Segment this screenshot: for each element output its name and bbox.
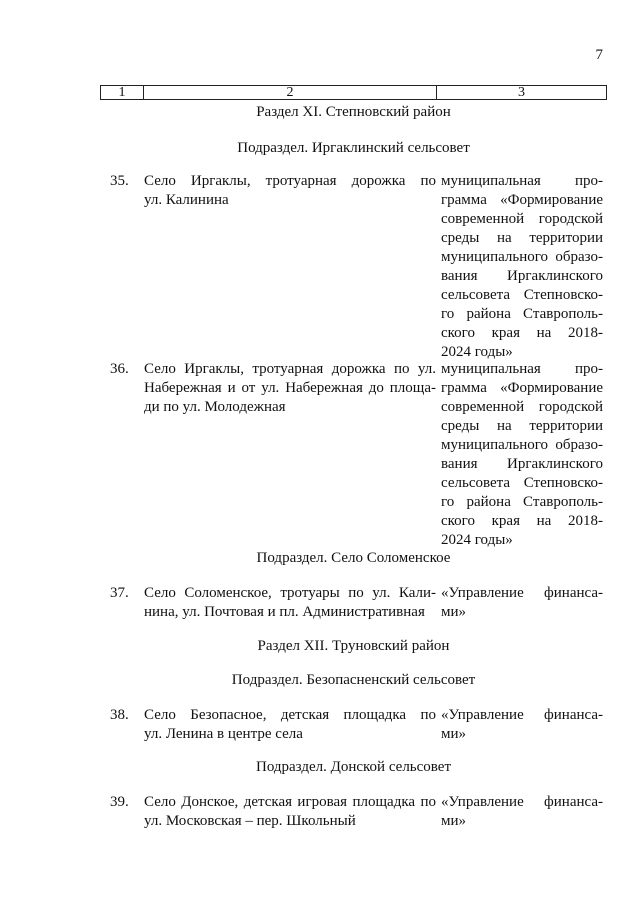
program-line: сельсовета Степновско- <box>441 475 603 491</box>
description-line: ди по ул. Молодежная <box>144 399 286 415</box>
program-line: ми» <box>441 604 467 620</box>
object-description <box>144 793 436 831</box>
object-description <box>144 584 436 622</box>
description-line: ул. Московская – пер. Школьный <box>144 813 356 829</box>
program-cell <box>441 360 603 550</box>
row-number: 37. <box>110 585 129 601</box>
column-header-row <box>100 85 607 100</box>
description-line: ул. Калинина <box>144 192 229 208</box>
program-line: вания Иргаклинского <box>441 456 603 472</box>
program-line: современной городской <box>441 211 603 227</box>
row-number: 36. <box>110 361 129 377</box>
object-description <box>144 360 436 417</box>
program-line: вания Иргаклинского <box>441 268 603 284</box>
program-cell <box>441 793 603 831</box>
program-line: муниципальная про- <box>441 361 603 377</box>
program-line: ми» <box>441 726 467 742</box>
program-line: «Управление финанса- <box>441 585 603 601</box>
object-description <box>144 172 436 210</box>
row-number: 39. <box>110 794 129 810</box>
description-line: Село Безопасное, детская площадка по <box>144 707 436 723</box>
description-line: ул. Ленина в центре села <box>144 726 303 742</box>
row-number: 35. <box>110 173 129 189</box>
subsection-heading: Подраздел. Иргаклинский сельсовет <box>237 140 470 156</box>
section-heading: Раздел XI. Степновский район <box>256 104 451 120</box>
description-line: Село Иргаклы, тротуарная дорожка по ул. <box>144 361 436 377</box>
program-cell <box>441 706 603 744</box>
program-line: «Управление финанса- <box>441 794 603 810</box>
program-line: среды на территории <box>441 418 603 434</box>
program-cell <box>441 584 603 622</box>
program-line: 2024 годы» <box>441 344 513 360</box>
program-line: ми» <box>441 813 467 829</box>
subsection-heading: Подраздел. Село Соломенское <box>256 550 451 566</box>
column-header-1: 1 <box>101 86 144 99</box>
program-line: сельсовета Степновско- <box>441 287 603 303</box>
page-number: 7 <box>595 47 603 63</box>
row-number: 38. <box>110 707 129 723</box>
program-line: современной городской <box>441 399 603 415</box>
program-line: «Управление финанса- <box>441 707 603 723</box>
description-line: нина, ул. Почтовая и пл. Административная <box>144 604 425 620</box>
program-line: муниципальная про- <box>441 173 603 189</box>
program-line: грамма «Формирование <box>441 380 603 396</box>
program-line: 2024 годы» <box>441 532 513 548</box>
program-line: ского края на 2018- <box>441 325 603 341</box>
object-description <box>144 706 436 744</box>
description-line: Село Соломенское, тротуары по ул. Кали- <box>144 585 436 601</box>
program-line: ского края на 2018- <box>441 513 603 529</box>
subsection-heading: Подраздел. Безопасненский сельсовет <box>231 672 476 688</box>
column-header-3: 3 <box>518 85 525 100</box>
section-heading: Раздел XII. Труновский район <box>257 638 450 654</box>
subsection-heading: Подраздел. Донской сельсовет <box>255 759 452 775</box>
program-cell <box>441 172 603 362</box>
program-line: го района Ставрополь- <box>441 494 603 510</box>
description-line: Село Донское, детская игровая площадка по <box>144 794 436 810</box>
program-line: грамма «Формирование <box>441 192 603 208</box>
column-header-2: 2 <box>144 86 437 99</box>
description-line: Село Иргаклы, тротуарная дорожка по <box>144 173 436 189</box>
program-line: го района Ставрополь- <box>441 306 603 322</box>
description-line: Набережная и от ул. Набережная до площа- <box>144 380 436 396</box>
program-line: муниципального образо- <box>441 249 603 265</box>
program-line: муниципального образо- <box>441 437 603 453</box>
program-line: среды на территории <box>441 230 603 246</box>
